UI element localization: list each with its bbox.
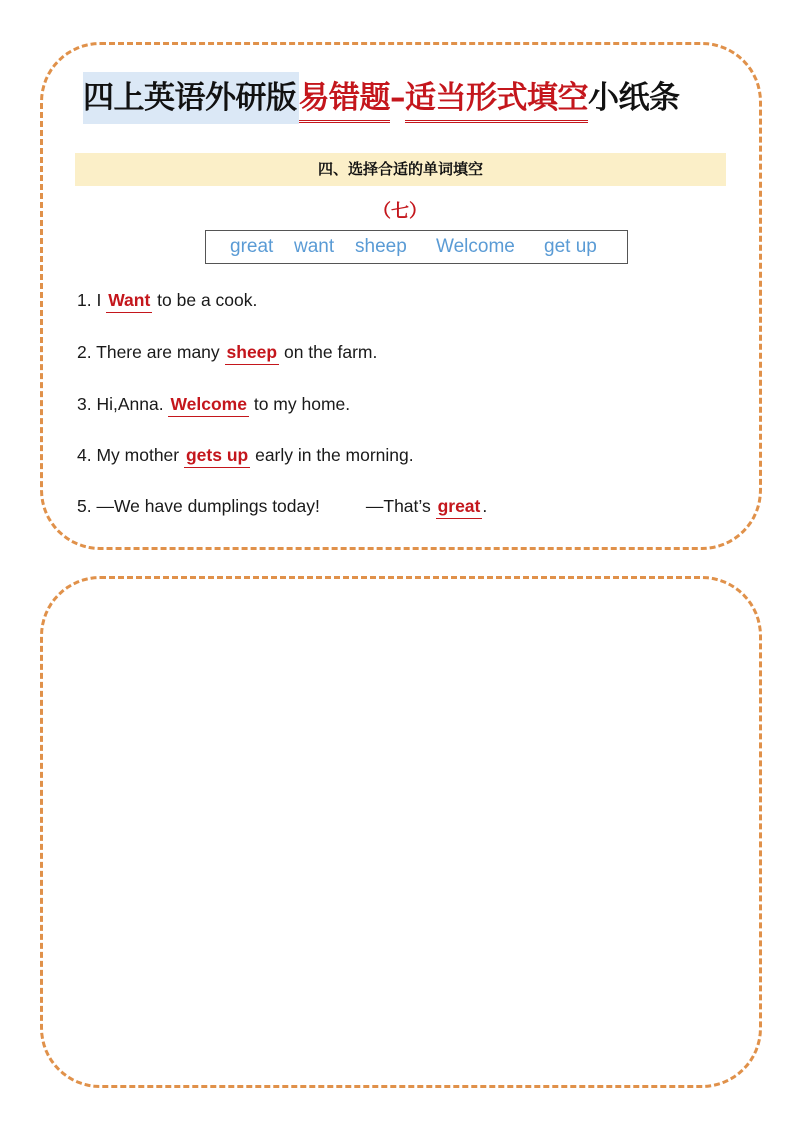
answer-blank: Want bbox=[106, 288, 152, 313]
question-text: to my home. bbox=[248, 394, 351, 414]
title-dash: – bbox=[390, 80, 405, 116]
question-text: 5. —We have dumplings today! bbox=[77, 496, 320, 516]
question-text: . bbox=[482, 496, 488, 516]
question-text: 1. I bbox=[77, 290, 107, 310]
question-text: early in the morning. bbox=[250, 445, 414, 465]
bottom-note-card bbox=[40, 576, 762, 1088]
answer-blank: great bbox=[436, 494, 483, 519]
answer-blank: sheep bbox=[225, 340, 280, 365]
word-bank bbox=[205, 230, 628, 264]
answer-blank: Welcome bbox=[168, 392, 249, 417]
question-reply: —That’s bbox=[365, 496, 436, 516]
question-1 bbox=[77, 287, 257, 313]
word-bank-item: get up bbox=[544, 236, 597, 257]
word-bank-item: great bbox=[230, 236, 274, 257]
answer-blank: gets up bbox=[184, 443, 250, 468]
title-part-error-prone: 易错题 bbox=[299, 76, 391, 123]
question-text: 2. There are many bbox=[77, 342, 225, 362]
question-2 bbox=[77, 339, 377, 365]
title-part-note: 小纸条 bbox=[588, 80, 680, 116]
question-text: 3. Hi,Anna. bbox=[77, 394, 169, 414]
section-subheading: （七） bbox=[373, 201, 427, 222]
title-part-grade: 四上英语外研版 bbox=[83, 72, 299, 124]
word-bank-item: want bbox=[294, 236, 335, 257]
question-5 bbox=[77, 493, 487, 519]
question-text: 4. My mother bbox=[77, 445, 184, 465]
section-heading: 四、选择合适的单词填空 bbox=[75, 153, 726, 186]
question-text: on the farm. bbox=[279, 342, 378, 362]
word-bank-item: sheep bbox=[355, 236, 407, 257]
question-text: to be a cook. bbox=[152, 290, 258, 310]
title-part-fill-blank: 适当形式填空 bbox=[405, 76, 588, 123]
question-3 bbox=[77, 391, 350, 417]
question-4 bbox=[77, 442, 414, 468]
word-bank-item: Welcome bbox=[436, 236, 515, 257]
page-title bbox=[83, 72, 680, 124]
